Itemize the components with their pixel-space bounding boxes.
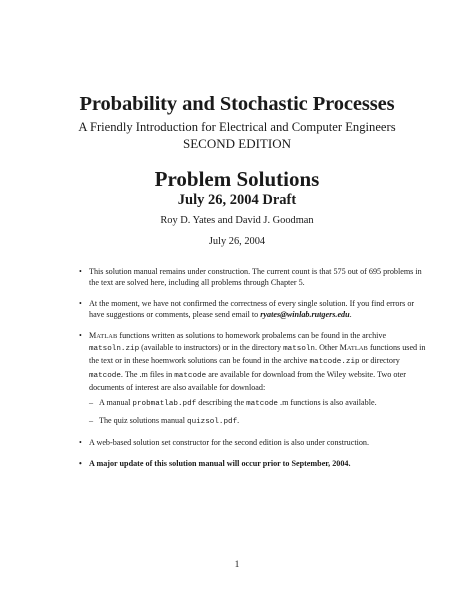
bullet-item-matlab: • MATLAB functions written as solutions to homework probalems can be found in the archive matsoln.zip (available to instructors) or in the directory matsoln. Other MATLAB functions used in the text or in these hoemwork solutions can be found in the archive matcode.zip or directory matcode. The .m files in matcode are available for download from the Wiley website. Two oter documents of interest are also available for download: – A manual probmatlab.pdf describing the matcode .m functions is also available. – The quiz solutions manual quizsol.pdf. [79,330,431,429]
page-number: 1 [234,560,240,570]
bullet-item-construction [79,266,431,289]
dash-icon: – [89,416,94,426]
edition-label: SECOND EDITION [183,136,291,151]
bullet-icon: • [79,438,82,448]
directory-name: matcode [174,371,207,380]
archive-filename: matcode.zip [309,358,360,367]
bullet-text: At the moment, we have not confirmed the correctness of every single solution. If you find errors or have suggestions or comments, please send email to [89,298,415,320]
dash-icon: – [89,397,94,407]
matlab-name: MATLAB [89,330,118,340]
sub-item-quizsol: – The quiz solutions manual quizsol.pdf. [89,416,240,427]
bullet-text: A major update of this solution manual will occur prior to September, 2004. [89,458,351,468]
sub-list [89,397,431,429]
sub-item-probmatlab: – A manual probmatlab.pdf describing the matcode .m functions is also available. [89,397,377,408]
manual-filename: probmatlab.pdf [132,399,197,408]
draft-date: July 26, 2004 Draft [177,192,297,208]
main-title: Problem Solutions [154,167,320,191]
bullet-text: This solution manual remains under construction. The current count is that 575 out of 695 problems in the text are solved here, including all problems through Chapter 5. [89,267,422,288]
manual-filename: quizsol.pdf [187,418,238,427]
bullet-item-errors [79,298,431,321]
bullet-item-web-constructor [79,437,431,448]
directory-name: matcode [246,399,278,408]
book-title: Probability and Stochastic Processes [79,93,395,115]
archive-filename: matsoln.zip [89,345,140,354]
directory-name: matcode [89,371,121,380]
bullet-icon: • [79,458,82,468]
bullet-item-major-update [79,458,431,469]
bullet-icon: • [79,267,82,276]
book-subtitle: A Friendly Introduction for Electrical and Computer Engineers [78,120,396,134]
bullet-icon: • [79,330,82,340]
bullet-icon: • [79,298,82,308]
bullet-list [79,266,431,478]
bullet-text: . [349,310,352,320]
matlab-name: MATLAB [339,343,368,353]
authors: Roy D. Yates and David J. Goodman [160,215,314,226]
bullet-text: A web-based solution set constructor for the second edition is also under construction. [89,438,370,448]
date: July 26, 2004 [208,236,266,247]
directory-name: matsoln [283,345,315,354]
email-link[interactable]: ryates@winlab.rutgers.edu [260,310,350,320]
